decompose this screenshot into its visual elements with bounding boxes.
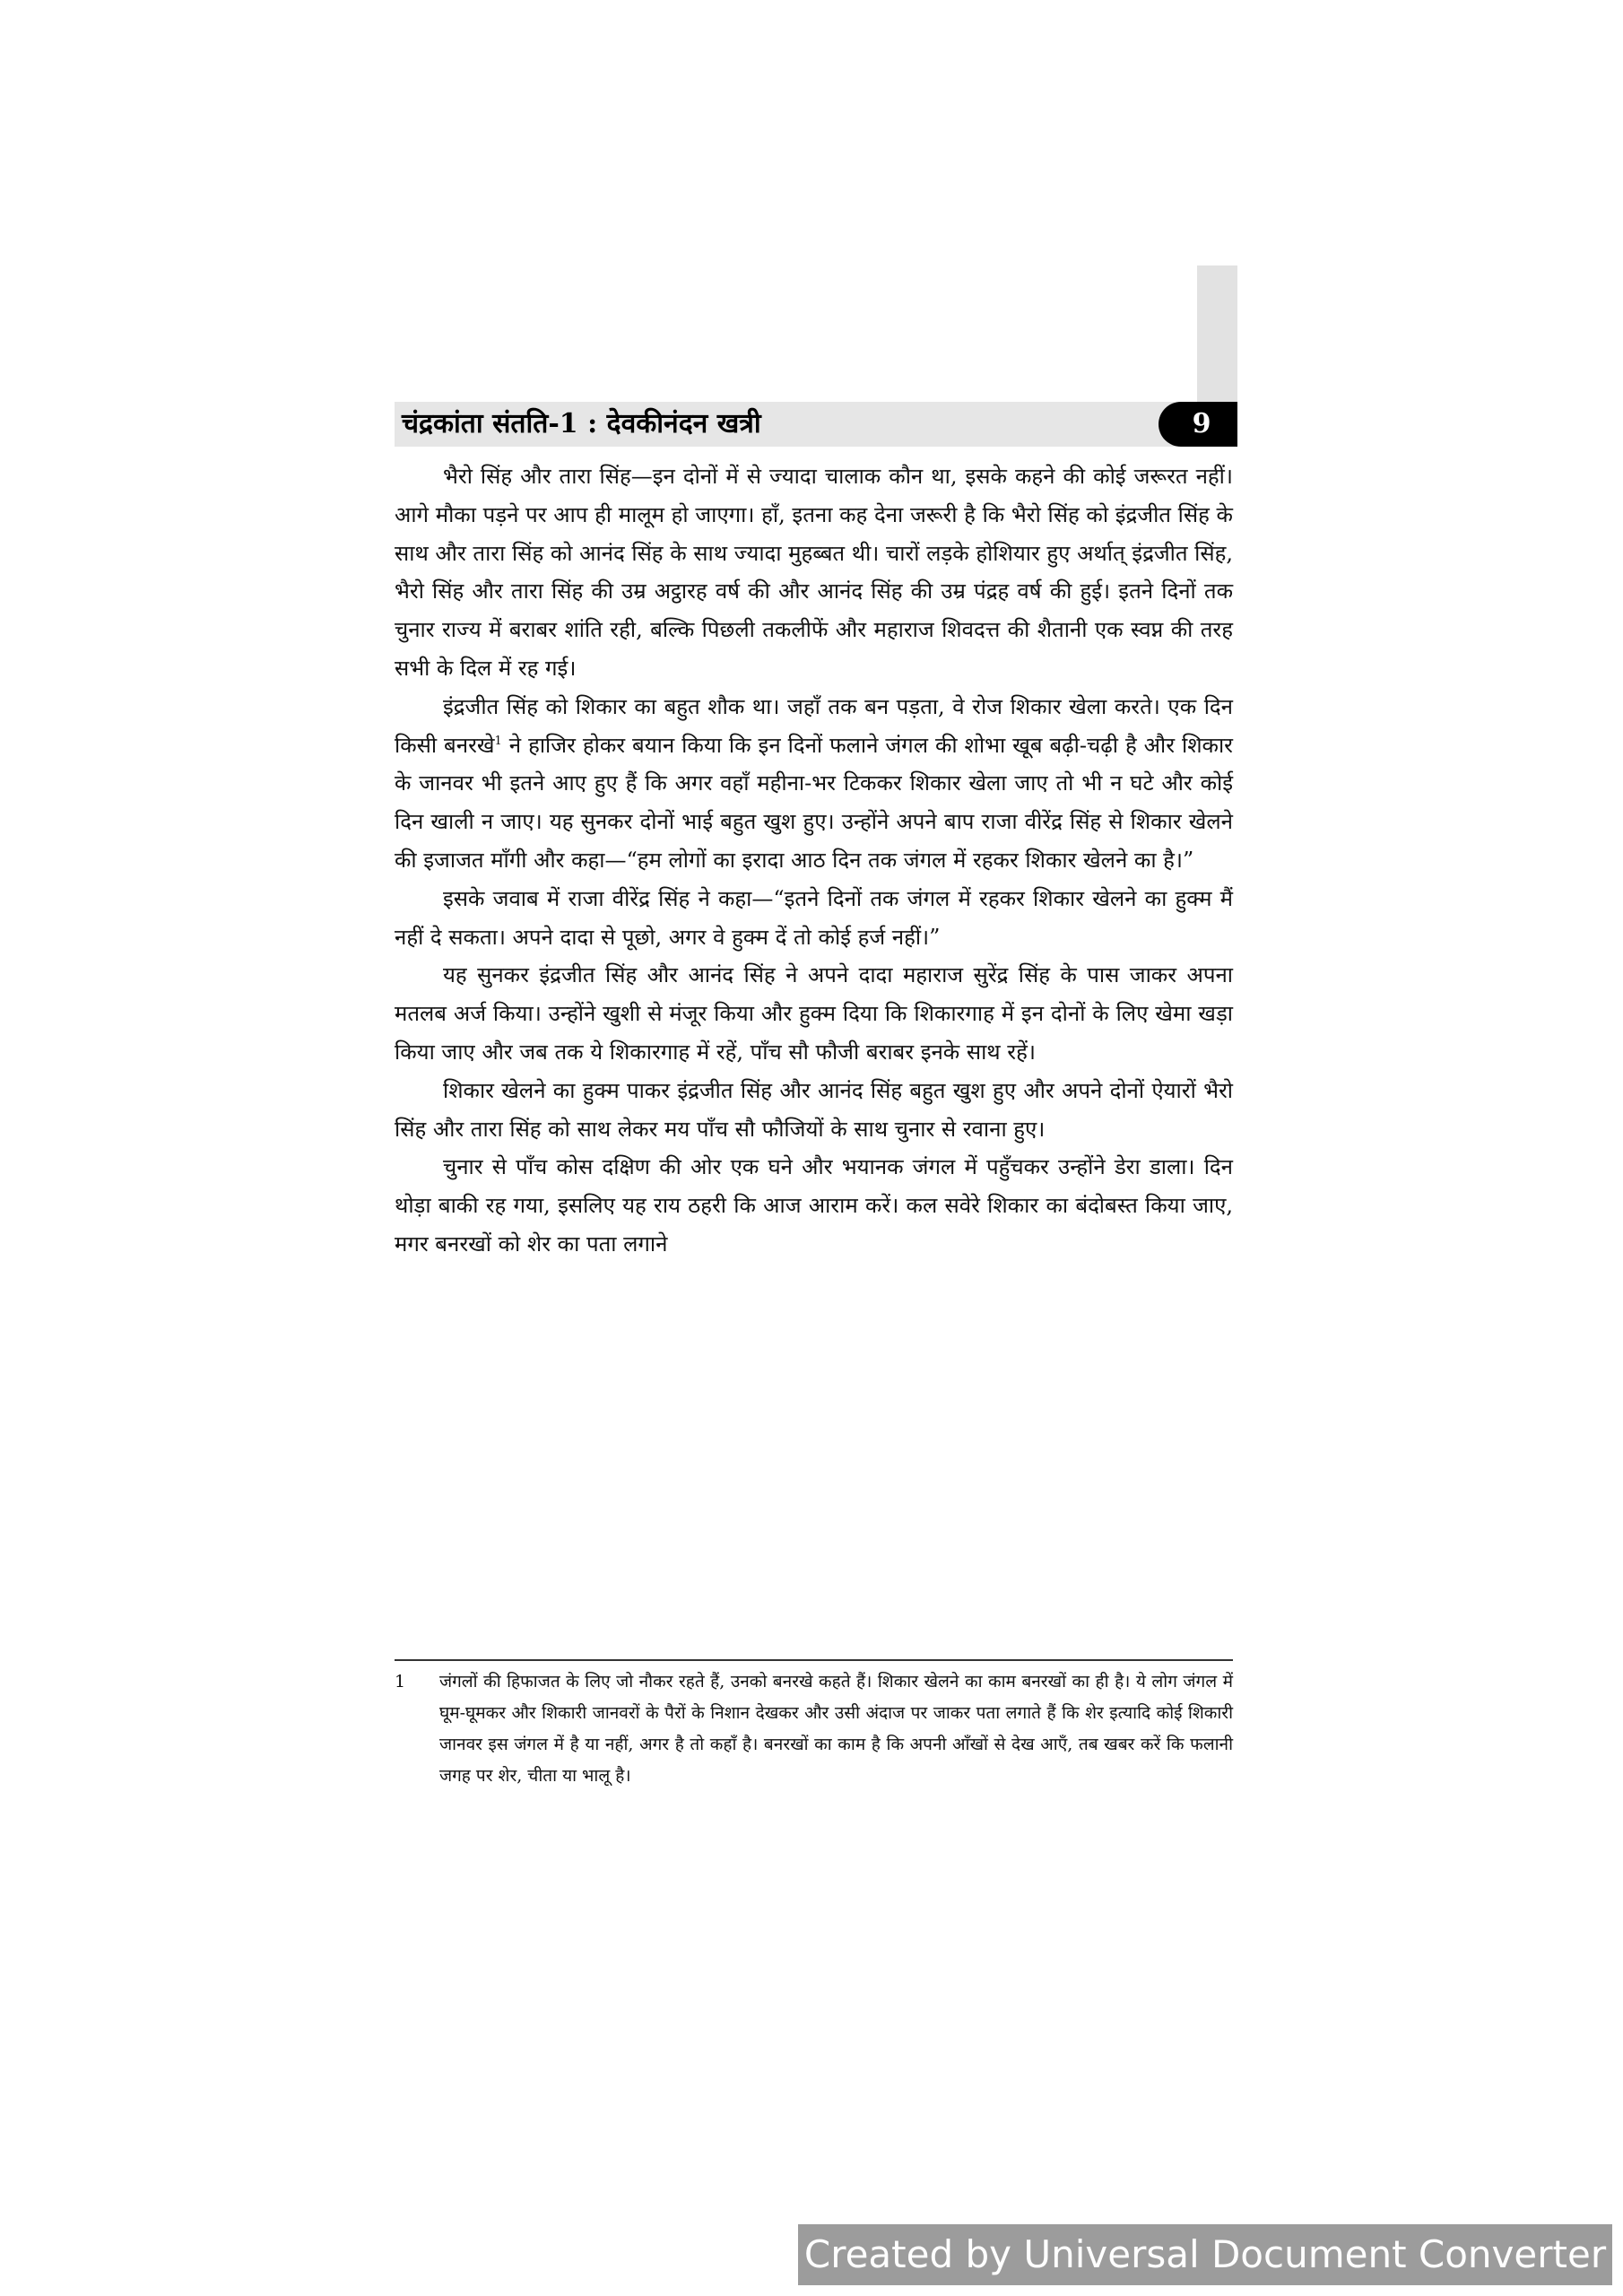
header-tab	[1197, 265, 1237, 418]
paragraph-1: भैरो सिंह और तारा सिंह—इन दोनों में से ज्यादा चालाक कौन था, इसके कहने की कोई जरूरत नहीं। आगे मौका पड़ने पर आप ही मालूम हो जाएगा। हाँ, इतना कह देना जरूरी है कि भैरो सिंह को इंद्रजीत सिंह के साथ और तारा सिंह को आनंद सिंह के साथ ज्यादा मुहब्बत थी। चारों लड़के होशियार हुए अर्थात् इंद्रजीत सिंह, भैरो सिंह और तारा सिंह की उम्र अट्ठारह वर्ष की और आनंद सिंह की उम्र पंद्रह वर्ष की हुई। इतने दिनों तक चुनार राज्य में बराबर शांति रही, बल्कि पिछली तकलीफें और महाराज शिवदत्त की शैतानी एक स्वप्न की तरह सभी के दिल में रह गई।	[395, 464, 1233, 681]
paragraph-4: यह सुनकर इंद्रजीत सिंह और आनंद सिंह ने अपने दादा महाराज सुरेंद्र सिंह के पास जाकर अपना मतलब अर्ज किया। उन्होंने खुशी से मंजूर किया और हुक्म दिया कि शिकारगाह में इन दोनों के लिए खेमा खड़ा किया जाए और जब तक ये शिकारगाह में रहें, पाँच सौ फौजी बराबर इनके साथ रहें।	[395, 962, 1233, 1065]
footnote-divider	[395, 1659, 1233, 1661]
watermark-banner: Created by Universal Document Converter	[798, 2224, 1612, 2285]
paragraph-6: चुनार से पाँच कोस दक्षिण की ओर एक घने और भयानक जंगल में पहुँचकर उन्होंने डेरा डाला। दिन थोड़ा बाकी रह गया, इसलिए यह राय ठहरी कि आज आराम करें। कल सवेरे शिकार का बंदोबस्त किया जाए, मगर बनरखों को शेर का पता लगाने	[395, 1154, 1233, 1257]
footnote-reference: 1	[494, 734, 502, 748]
paragraph-3: इसके जवाब में राजा वीरेंद्र सिंह ने कहा—“इतने दिनों तक जंगल में रहकर शिकार खेलने का हुक्म मैं नहीं दे सकता। अपने दादा से पूछो, अगर वे हुक्म दें तो कोई हर्ज नहीं।”	[395, 885, 1233, 950]
footnote-text: जंगलों की हिफाजत के लिए जो नौकर रहते हैं, उनको बनरखे कहते हैं। शिकार खेलने का काम बनरखों का ही है। ये लोग जंगल में घूम-घूमकर और शिकारी जानवरों के पैरों के निशान देखकर और उसी अंदाज पर जाकर पता लगाते हैं कि शेर इत्यादि कोई शिकारी जानवर इस जंगल में है या नहीं, अगर है तो कहाँ है। बनरखों का काम है कि अपनी आँखों से देख आएँ, तब खबर करें कि फलानी जगह पर शेर, चीता या भालू है।	[439, 1672, 1233, 1786]
paragraph-2-start: इंद्रजीत सिंह को शिकार का बहुत शौक था। जहाँ तक बन पड़ता, वे रोज शिकार खेला करते। एक दिन किसी बनरखे	[395, 693, 1233, 758]
paragraph-2	[395, 688, 1233, 880]
paragraph-5: शिकार खेलने का हुक्म पाकर इंद्रजीत सिंह और आनंद सिंह बहुत खुश हुए और अपने दोनों ऐयारों भैरो सिंह और तारा सिंह को साथ लेकर मय पाँच सौ फौजियों के साथ चुनार से रवाना हुए।	[395, 1077, 1233, 1142]
footnote	[395, 1666, 1233, 1792]
paragraph-2-end: ने हाजिर होकर बयान किया कि इन दिनों फलाने जंगल की शोभा खूब बढ़ी-चढ़ी है और शिकार के जानवर भी इतने आए हुए हैं कि अगर वहाँ महीना-भर टिककर शिकार खेला जाए तो भी न घटे और कोई दिन खाली न जाए। यह सुनकर दोनों भाई बहुत खुश हुए। उन्होंने अपने बाप राजा वीरेंद्र सिंह से शिकार खेलने की इजाजत माँगी और कहा—“हम लोगों का इरादा आठ दिन तक जंगल में रहकर शिकार खेलने का है।”	[395, 732, 1234, 873]
page-number-badge: 9	[1159, 402, 1237, 447]
footnote-number: 1	[395, 1672, 406, 1692]
body-text	[395, 457, 1233, 1264]
running-header-title: चंद्रकांता संतति-1 : देवकीनंदन खत्री	[402, 408, 761, 439]
